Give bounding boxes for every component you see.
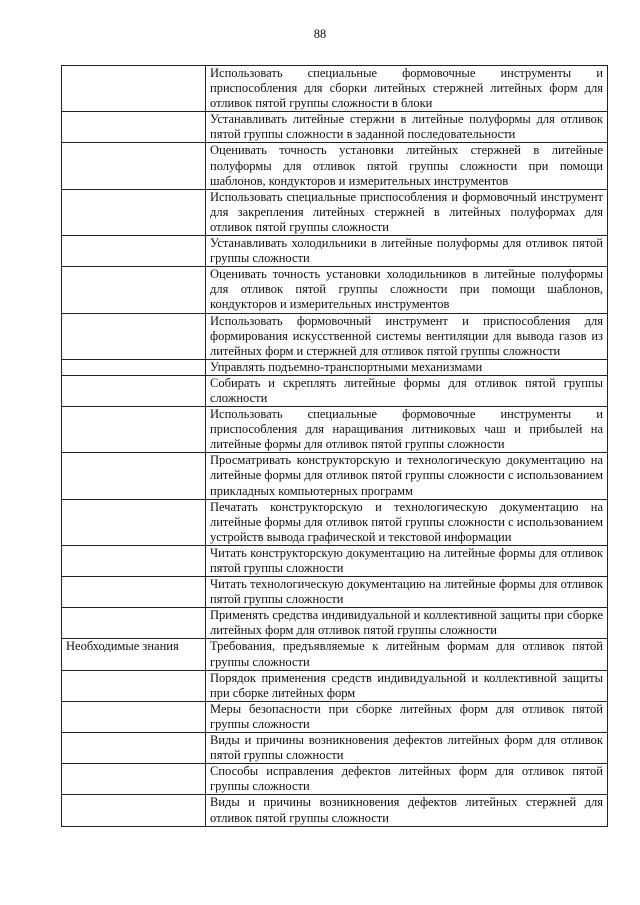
skill-item: Использовать формовочный инструмент и приспособления для формирования искусственной системы вентиляции для вывода газов из литейных форм и стержней для отливок пятой группы сложности bbox=[206, 313, 608, 359]
requirements-table bbox=[61, 65, 608, 827]
skill-item: Применять средства индивидуальной и коллективной защиты при сборке литейных форм для отливок пятой группы сложности bbox=[206, 608, 608, 639]
skills-label-cell bbox=[62, 545, 206, 576]
table-row bbox=[62, 189, 608, 235]
skill-item: Печатать конструкторскую и технологическую документацию на литейные формы для отливок пятой группы сложности с использованием устройств вывода графической и текстовой информации bbox=[206, 499, 608, 545]
table-row bbox=[62, 375, 608, 406]
table-row bbox=[62, 236, 608, 267]
table-row bbox=[62, 66, 608, 112]
knowledge-item: Меры безопасности при сборке литейных форм для отливок пятой группы сложности bbox=[206, 701, 608, 732]
skills-label-cell bbox=[62, 143, 206, 189]
knowledge-label: Необходимые знания bbox=[62, 639, 206, 670]
skills-label-cell bbox=[62, 407, 206, 453]
skill-item: Оценивать точность установки литейных стержней в литейные полуформы для отливок пятой группы сложности при помощи шаблонов, кондукторов и измерительных инструментов bbox=[206, 143, 608, 189]
skills-label-cell bbox=[62, 608, 206, 639]
knowledge-label-cell bbox=[62, 733, 206, 764]
skill-item: Оценивать точность установки холодильников в литейные полуформы для отливок пятой группы сложности при помощи шаблонов, кондукторов и измерительных инструментов bbox=[206, 267, 608, 313]
knowledge-item: Порядок применения средств индивидуальной и коллективной защиты при сборке литейных форм bbox=[206, 670, 608, 701]
table-row bbox=[62, 608, 608, 639]
knowledge-item: Способы исправления дефектов литейных форм для отливок пятой группы сложности bbox=[206, 764, 608, 795]
skill-item: Устанавливать литейные стержни в литейные полуформы для отливок пятой группы сложности в заданной последовательности bbox=[206, 112, 608, 143]
table-row bbox=[62, 267, 608, 313]
skill-item: Использовать специальные приспособления и формовочный инструмент для закрепления литейных стержней в литейных полуформах для отливок пятой группы сложности bbox=[206, 189, 608, 235]
table-row bbox=[62, 499, 608, 545]
table-row bbox=[62, 577, 608, 608]
skill-item: Использовать специальные формовочные инструменты и приспособления для наращивания литниковых чаш и прибылей на литейные формы для отливок пятой группы сложности bbox=[206, 407, 608, 453]
knowledge-item: Виды и причины возникновения дефектов литейных форм для отливок пятой группы сложности bbox=[206, 733, 608, 764]
skill-item: Собирать и скреплять литейные формы для отливок пятой группы сложности bbox=[206, 375, 608, 406]
table-row bbox=[62, 313, 608, 359]
skill-item: Управлять подъемно-транспортными механизмами bbox=[206, 359, 608, 375]
table-row bbox=[62, 359, 608, 375]
skills-label-cell bbox=[62, 499, 206, 545]
table-row bbox=[62, 733, 608, 764]
skill-item: Просматривать конструкторскую и технологическую документацию на литейные формы для отливок пятой группы сложности с использованием прикладных компьютерных программ bbox=[206, 453, 608, 499]
table-row bbox=[62, 453, 608, 499]
skills-label-cell bbox=[62, 453, 206, 499]
skills-label-cell bbox=[62, 112, 206, 143]
knowledge-label-cell bbox=[62, 795, 206, 826]
table-row bbox=[62, 764, 608, 795]
skills-label-cell bbox=[62, 359, 206, 375]
table-row bbox=[62, 407, 608, 453]
table-row bbox=[62, 639, 608, 670]
knowledge-label-cell bbox=[62, 764, 206, 795]
skills-label-cell bbox=[62, 375, 206, 406]
skills-label-cell bbox=[62, 267, 206, 313]
skill-item: Читать технологическую документацию на литейные формы для отливок пятой группы сложности bbox=[206, 577, 608, 608]
skills-label-cell bbox=[62, 189, 206, 235]
knowledge-label-cell bbox=[62, 670, 206, 701]
knowledge-label-cell bbox=[62, 701, 206, 732]
skill-item: Устанавливать холодильники в литейные полуформы для отливок пятой группы сложности bbox=[206, 236, 608, 267]
skills-label-cell bbox=[62, 66, 206, 112]
table-row bbox=[62, 701, 608, 732]
skills-label-cell bbox=[62, 236, 206, 267]
knowledge-item: Виды и причины возникновения дефектов литейных стержней для отливок пятой группы сложности bbox=[206, 795, 608, 826]
skill-item: Читать конструкторскую документацию на литейные формы для отливок пятой группы сложности bbox=[206, 545, 608, 576]
table-row bbox=[62, 143, 608, 189]
table-row bbox=[62, 112, 608, 143]
page-number: 88 bbox=[313, 27, 327, 41]
knowledge-item: Требования, предъявляемые к литейным формам для отливок пятой группы сложности bbox=[206, 639, 608, 670]
table-row bbox=[62, 795, 608, 826]
table-row bbox=[62, 545, 608, 576]
skill-item: Использовать специальные формовочные инструменты и приспособления для сборки литейных стержней литейных форм для отливок пятой группы сложности в блоки bbox=[206, 66, 608, 112]
table-row bbox=[62, 670, 608, 701]
skills-label-cell bbox=[62, 313, 206, 359]
skills-label-cell bbox=[62, 577, 206, 608]
